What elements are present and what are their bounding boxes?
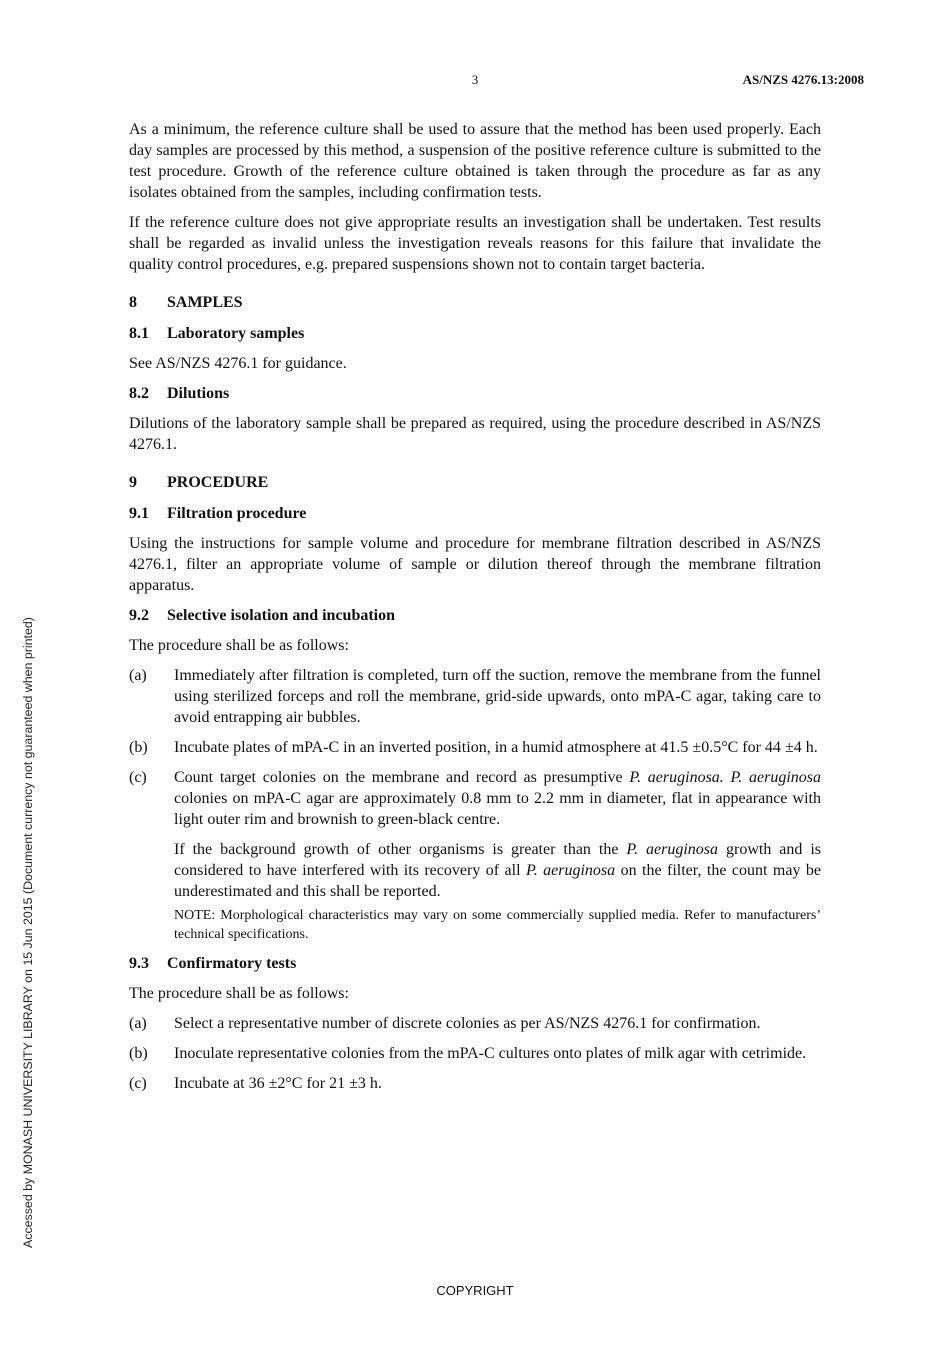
intro-paragraph-2: If the reference culture does not give appropriate results an investigation shall be undertaken. Test results shall be regarded as invalid unless the investigation reveals reasons for this failure that invalidate the quality control procedures, e.g. prepared suspensions shown not to contain target bacteria. [129, 214, 821, 273]
list-item-9-3-b [129, 1043, 821, 1064]
section-9-2-heading [129, 605, 821, 626]
list-item-continuation: If the background growth of other organisms is greater than the P. aeruginosa growth and is considered to have interfered with its recovery of all P. aeruginosa on the filter, the count may be underestimated and this shall be reported. [174, 841, 821, 900]
section-title: Selective isolation and incubation [167, 607, 396, 624]
section-number: 8 [129, 294, 137, 311]
list-item-9-2-a [129, 665, 821, 728]
section-9-3-heading [129, 953, 821, 974]
list-item-label: (c) [129, 769, 147, 786]
list-item-label: (a) [129, 1015, 147, 1032]
section-number: 8.1 [129, 325, 149, 342]
standard-identifier: AS/NZS 4276.13:2008 [742, 72, 864, 87]
section-title: Dilutions [167, 385, 230, 402]
list-item-label: (c) [129, 1075, 147, 1092]
section-number: 9.3 [129, 955, 149, 972]
document-body [129, 119, 821, 1103]
section-8-2-text: Dilutions of the laboratory sample shall be prepared as required, using the procedure described in AS/NZS 4276.1. [129, 415, 821, 453]
list-item-text: Inoculate representative colonies from the mPA-C cultures onto plates of milk agar with cetrimide. [174, 1045, 807, 1062]
list-item-text: Incubate plates of mPA-C in an inverted position, in a humid atmosphere at 41.5 ±0.5°C for 44 ±4 h. [174, 739, 818, 756]
note: NOTE: Morphological characteristics may vary on some commercially supplied media. Refer to manufacturers’ technical specifications. [174, 908, 821, 942]
list-item-text: Count target colonies on the membrane and record as presumptive P. aeruginosa. P. aeruginosa colonies on mPA-C agar are approximately 0.8 mm to 2.2 mm in diameter, flat in appearance with light outer rim and brownish to green-black centre. [174, 769, 821, 828]
list-item-9-3-a [129, 1013, 821, 1034]
copyright-footer: COPYRIGHT [436, 1283, 514, 1298]
section-number: 8.2 [129, 385, 149, 402]
section-8-1-text: See AS/NZS 4276.1 for guidance. [129, 355, 347, 372]
list-item-text: Immediately after filtration is completed, turn off the suction, remove the membrane from the funnel using sterilized forceps and roll the membrane, grid-side upwards, onto mPA-C agar, taking care to avoid entrapping air bubbles. [174, 667, 821, 726]
section-9-1-heading [129, 503, 821, 524]
section-title: Confirmatory tests [167, 955, 297, 972]
list-item-label: (a) [129, 667, 147, 684]
section-number: 9.1 [129, 505, 149, 522]
list-item-label: (b) [129, 739, 148, 756]
intro-paragraph-1: As a minimum, the reference culture shall be used to assure that the method has been used properly. Each day samples are processed by this method, a suspension of the positive reference culture is submitted to the test procedure. Growth of the reference culture obtained is taken through the procedure as far as any isolates obtained from the samples, including confirmation tests. [129, 121, 821, 201]
section-title: PROCEDURE [167, 474, 269, 491]
access-watermark: Accessed by MONASH UNIVERSITY LIBRARY on 15 Jun 2015 (Document currency not guaranteed when printed) [21, 617, 35, 1248]
list-item-9-2-b [129, 737, 821, 758]
list-item-text: Incubate at 36 ±2°C for 21 ±3 h. [174, 1075, 382, 1092]
page-number: 3 [471, 72, 479, 87]
list-item-9-3-c [129, 1073, 821, 1094]
section-9-1-text: Using the instructions for sample volume and procedure for membrane filtration described in AS/NZS 4276.1, filter an appropriate volume of sample or dilution thereof through the membrane filtration apparatus. [129, 535, 821, 594]
section-8-heading [129, 292, 821, 313]
list-item-label: (b) [129, 1045, 148, 1062]
section-title: Laboratory samples [167, 325, 305, 342]
list-item-9-2-c [129, 767, 821, 944]
section-9-3-intro: The procedure shall be as follows: [129, 985, 349, 1002]
section-number: 9 [129, 474, 137, 491]
list-item-text: Select a representative number of discrete colonies as per AS/NZS 4276.1 for confirmation. [174, 1015, 761, 1032]
section-9-2-intro: The procedure shall be as follows: [129, 637, 349, 654]
section-9-heading [129, 472, 821, 493]
section-title: SAMPLES [167, 294, 243, 311]
section-8-1-heading [129, 323, 821, 344]
section-title: Filtration procedure [167, 505, 307, 522]
section-8-2-heading [129, 383, 821, 404]
section-number: 9.2 [129, 607, 149, 624]
